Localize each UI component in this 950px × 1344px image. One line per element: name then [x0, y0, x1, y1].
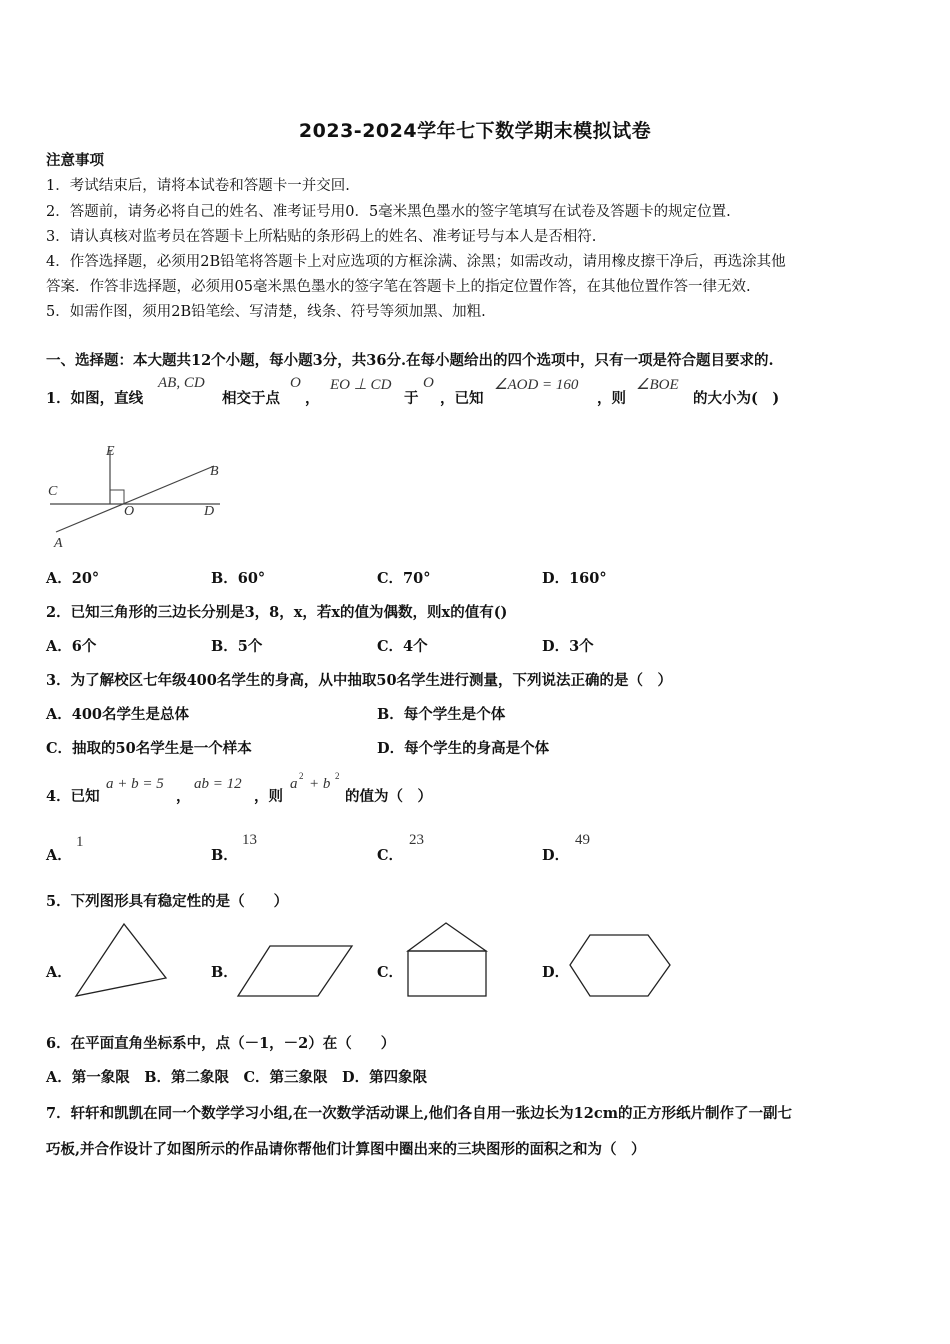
q1-math-perp: EO ⊥ CD	[330, 377, 392, 393]
q5-stem: 5．下列图形具有稳定性的是（ ）	[46, 893, 289, 910]
q5-option-b-letter[interactable]: B．	[211, 964, 238, 981]
section-heading: 一、选择题：本大题共12个小题，每小题3分，共36分.在每小题给出的四个选项中，只有一项是符合题目要求的.	[46, 352, 774, 369]
q5-option-d-letter[interactable]: D．	[542, 964, 570, 981]
q1-math-point: O	[423, 375, 434, 391]
q1-text: 的大小为( )	[693, 390, 780, 407]
figure-label-d: D	[204, 504, 215, 519]
q1-text: ，则	[597, 390, 626, 407]
figure-label-e: E	[106, 444, 115, 459]
q4-text: ，	[176, 788, 191, 805]
q3-option-b[interactable]: B．每个学生是个体	[377, 706, 506, 723]
q2-option-d[interactable]: D．3个	[542, 638, 594, 655]
q1-text: 1．如图，直线	[46, 390, 144, 407]
figure-label-b: B	[210, 464, 219, 479]
q1-figure	[44, 440, 244, 555]
q1-math-lines: AB, CD	[158, 375, 205, 391]
note-line: 5．如需作图，须用2B铅笔绘、写清楚，线条、符号等须加黑、加粗.	[46, 304, 486, 320]
q1-option-a[interactable]: A．20°	[46, 570, 100, 587]
note-line: 答案．作答非选择题，必须用05毫米黑色墨水的签字笔在答题卡上的指定位置作答，在其他位置作答一律无效.	[46, 279, 751, 295]
note-line: 4．作答选择题，必须用2B铅笔将答题卡上对应选项的方框涂满、涂黑；如需改动，请用橡皮擦干净后，再选涂其他	[46, 254, 786, 270]
q1-math-point: O	[290, 375, 301, 391]
q4-math-sup: 2	[299, 771, 304, 781]
q1-text: ，	[305, 390, 320, 407]
q4-option-d-letter[interactable]: D．	[542, 847, 570, 864]
q2-option-a[interactable]: A．6个	[46, 638, 97, 655]
q7-stem-line1: 7．轩轩和凯凯在同一个数学学习小组,在一次数学活动课上,他们各自用一张边长为12cm的正方形纸片制作了一副七	[46, 1105, 793, 1122]
q3-option-c[interactable]: C．抽取的50名学生是一个样本	[46, 740, 252, 757]
q6-options[interactable]: A．第一象限 B．第二象限 C．第三象限 D．第四象限	[46, 1069, 428, 1086]
q1-math-angle: ∠BOE	[636, 377, 679, 393]
q4-option-b-value: 13	[242, 832, 257, 848]
q4-text: 的值为（ ）	[345, 788, 432, 805]
q4-option-a-letter[interactable]: A．	[46, 847, 72, 864]
figure-label-c: C	[48, 484, 58, 499]
hexagon-icon	[568, 932, 674, 1000]
page-title: 2023-2024学年七下数学期末模拟试卷	[298, 120, 652, 142]
q1-option-c[interactable]: C．70°	[377, 570, 431, 587]
q2-stem: 2．已知三角形的三边长分别是3，8，x，若x的值为偶数，则x的值有()	[46, 604, 508, 621]
q4-text: 4．已知	[46, 788, 100, 805]
q1-option-d[interactable]: D．160°	[542, 570, 607, 587]
q1-option-b[interactable]: B．60°	[211, 570, 266, 587]
q2-option-b[interactable]: B．5个	[211, 638, 263, 655]
figure-label-a: A	[54, 536, 63, 551]
figure-label-o: O	[124, 504, 135, 519]
q3-stem: 3．为了解校区七年级400名学生的身高，从中抽取50名学生进行测量，下列说法正确的是（ ）	[46, 672, 673, 689]
q1-text: ，已知	[440, 390, 484, 407]
q1-text: 于	[404, 390, 419, 407]
q5-option-a-letter[interactable]: A．	[46, 964, 72, 981]
q2-option-c[interactable]: C．4个	[377, 638, 428, 655]
q3-option-a[interactable]: A．400名学生是总体	[46, 706, 190, 723]
q1-text: 相交于点	[222, 390, 280, 407]
q4-math-product: ab = 12	[194, 776, 242, 792]
notes-heading: 注意事项	[46, 152, 104, 169]
note-line: 2．答题前，请务必将自己的姓名、准考证号用0．5毫米黑色墨水的签字笔填写在试卷及答题卡的规定位置.	[46, 204, 731, 220]
q4-option-b-letter[interactable]: B．	[211, 847, 238, 864]
q5-option-c-letter[interactable]: C．	[377, 964, 404, 981]
q6-stem: 6．在平面直角坐标系中，点（－1，－2）在（ ）	[46, 1035, 396, 1052]
q4-option-c-letter[interactable]: C．	[377, 847, 404, 864]
q4-math-sup: 2	[335, 771, 340, 781]
house-icon	[404, 920, 490, 1000]
q4-option-c-value: 23	[409, 832, 424, 848]
note-line: 3．请认真核对监考员在答题卡上所粘贴的条形码上的姓名、准考证号与本人是否相符.	[46, 229, 597, 245]
q4-option-a-value: 1	[76, 834, 84, 850]
q4-option-d-value: 49	[575, 832, 590, 848]
q3-option-d[interactable]: D．每个学生的身高是个体	[377, 740, 550, 757]
q4-text: ，则	[254, 788, 283, 805]
q7-stem-line2: 巧板,并合作设计了如图所示的作品请你帮他们计算图中圈出来的三块图形的面积之和为（ ）	[46, 1141, 646, 1158]
q4-math-expr-a: a	[290, 776, 298, 792]
q1-math-angle: ∠AOD = 160	[494, 377, 579, 393]
triangle-icon	[72, 920, 172, 1002]
note-line: 1．考试结束后，请将本试卷和答题卡一并交回.	[46, 178, 350, 194]
q4-math-expr-b: + b	[309, 776, 331, 792]
parallelogram-icon	[236, 942, 356, 1002]
q4-math-sum: a + b = 5	[106, 776, 164, 792]
